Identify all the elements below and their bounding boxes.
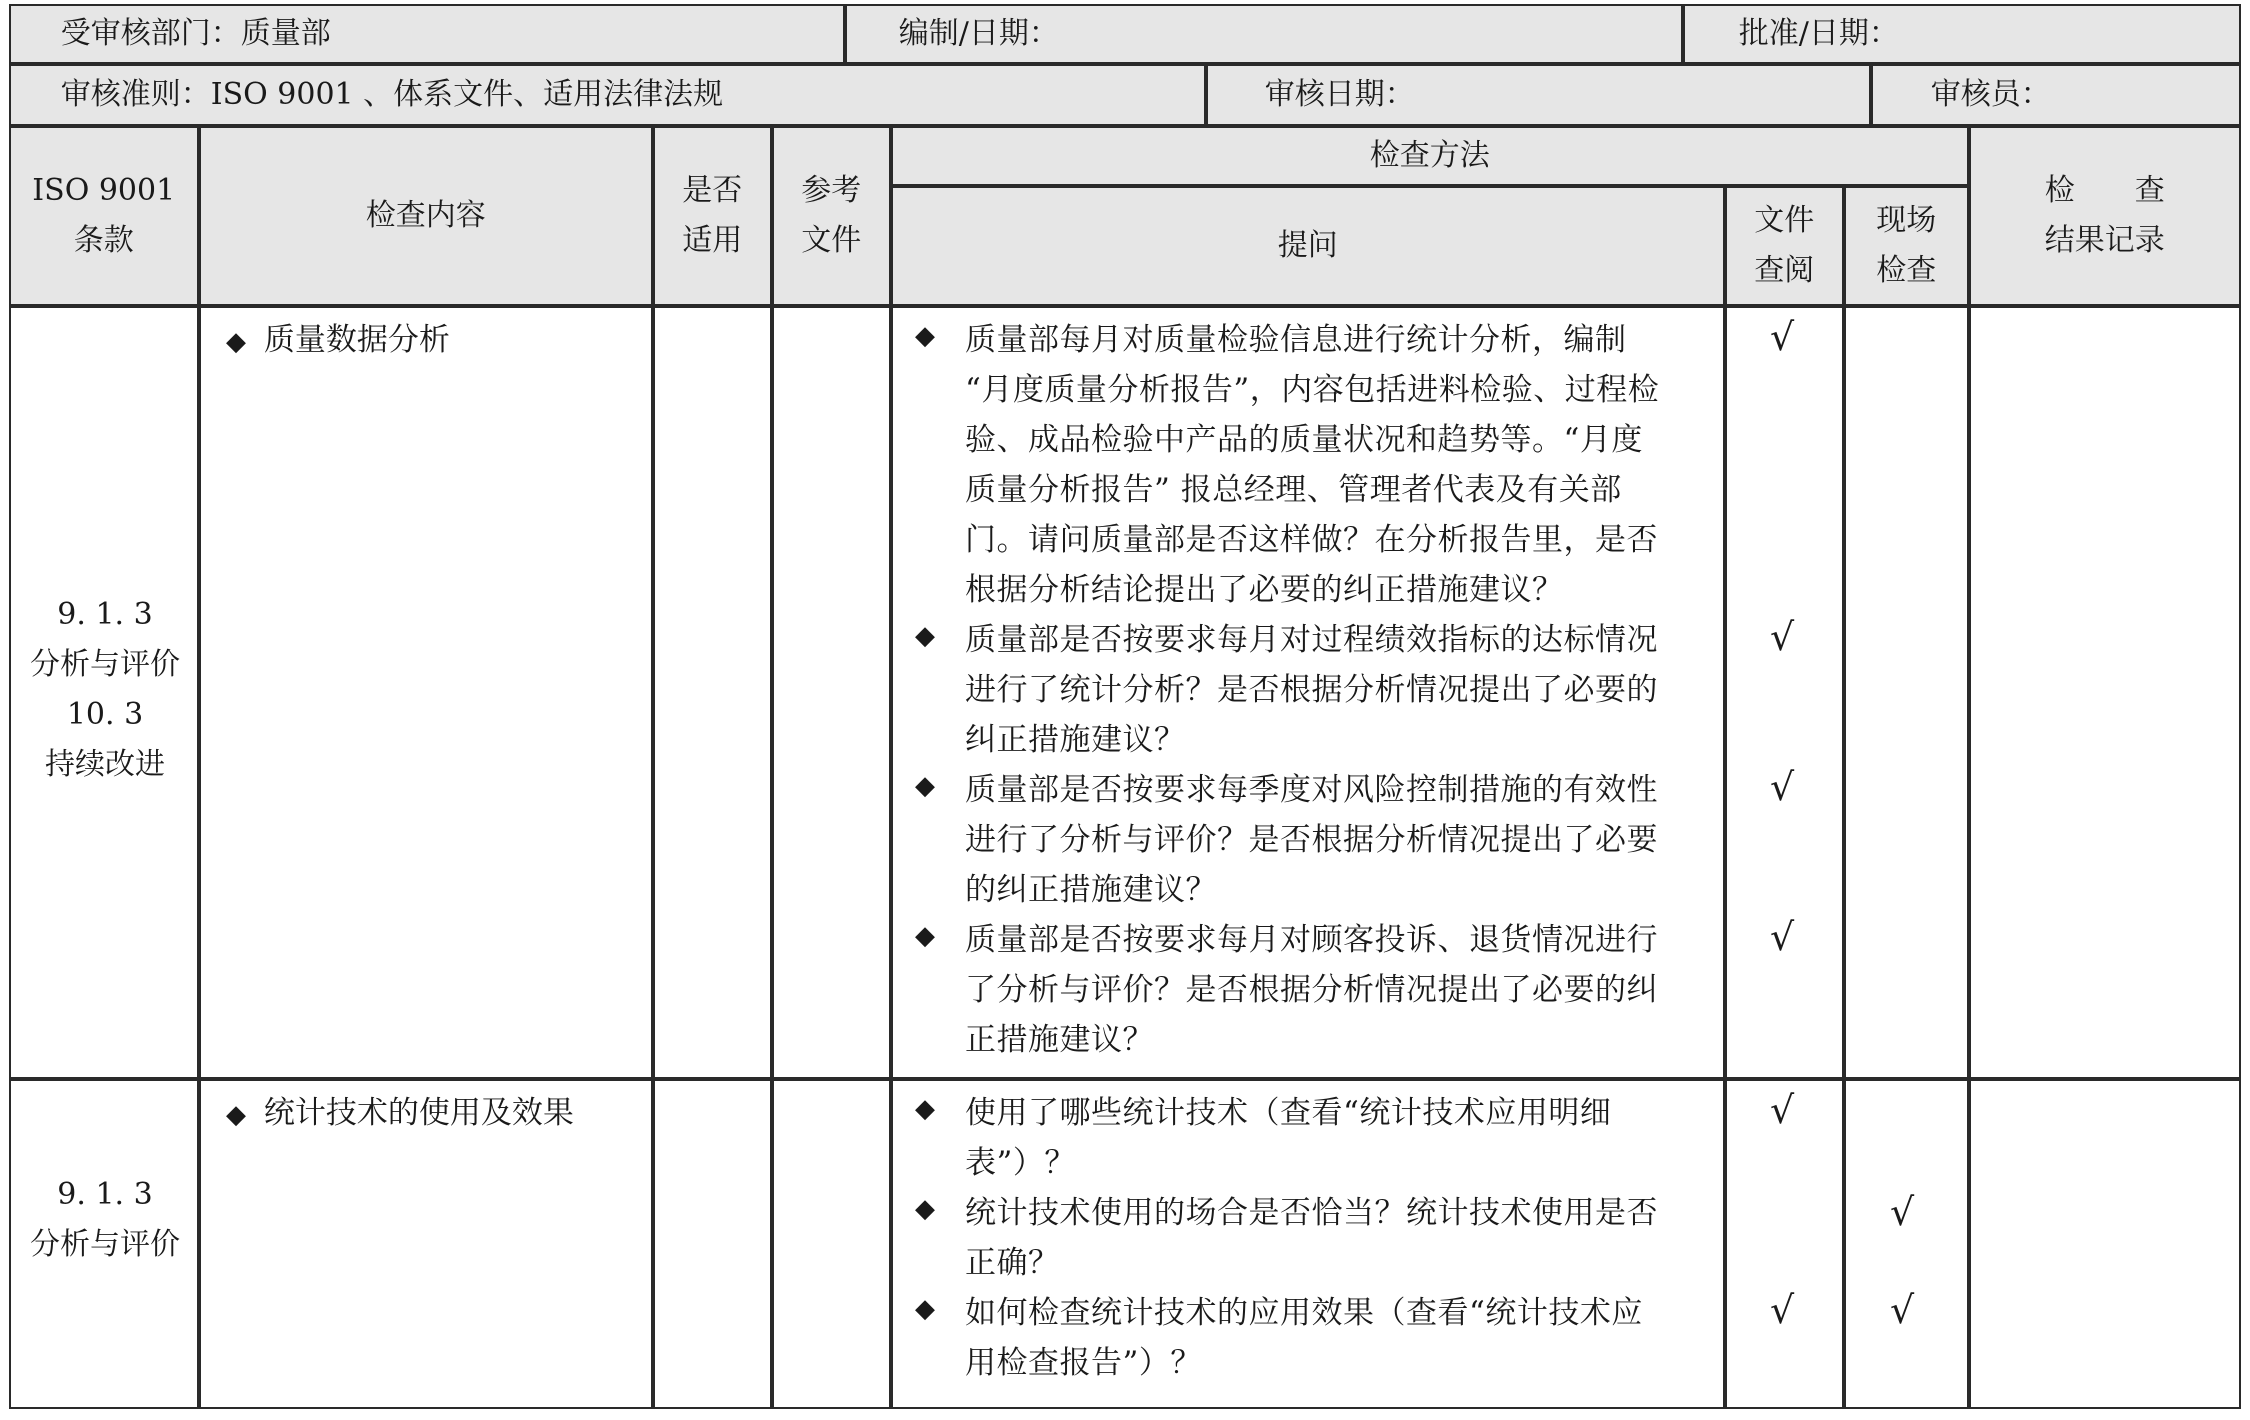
approved-date-label: 批准/日期： bbox=[1738, 15, 1899, 51]
row1-doc-check-3: √ bbox=[1770, 765, 1795, 809]
row1-clause-line: 持续改进 bbox=[45, 747, 165, 782]
row1-clause-line: 10. 3 bbox=[66, 697, 144, 732]
col-clause-line2: 条款 bbox=[73, 222, 134, 258]
col-method-header bbox=[891, 126, 1969, 186]
row2-doc-check-3: √ bbox=[1770, 1288, 1795, 1332]
question-line: 质量部是否按要求每月对顾客投诉、退货情况进行 bbox=[965, 922, 1658, 958]
question-line: 的纠正措施建议？ bbox=[965, 872, 1217, 908]
col-result-line1: 检 查 bbox=[2044, 172, 2165, 208]
row1-reference-cell bbox=[772, 306, 891, 1079]
audit-date-label: 审核日期： bbox=[1264, 76, 1415, 112]
row1-content-label: 质量数据分析 bbox=[263, 322, 450, 358]
row2-clause-text bbox=[10, 1170, 200, 1270]
col-reference-header bbox=[772, 126, 891, 306]
row1-doc-check-4: √ bbox=[1770, 915, 1795, 959]
question-line: 统计技术使用的场合是否恰当？统计技术使用是否 bbox=[965, 1195, 1658, 1231]
col-content-label: 检查内容 bbox=[365, 197, 486, 233]
bullet-diamond-icon: ◆ bbox=[226, 327, 246, 357]
row2-reference-cell bbox=[772, 1079, 891, 1409]
audited-department: 受审核部门：质量部 bbox=[60, 15, 331, 51]
question-line: 使用了哪些统计技术（查看“统计技术应用明细 bbox=[965, 1095, 1612, 1131]
row1-content-cell bbox=[199, 306, 653, 1079]
row1-doc-review-cell bbox=[1725, 306, 1844, 1079]
question-line: 如何检查统计技术的应用效果（查看“统计技术应 bbox=[965, 1295, 1643, 1331]
question-line: 质量部是否按要求每月对过程绩效指标的达标情况 bbox=[965, 622, 1658, 658]
header-auditor-cell bbox=[1871, 64, 2241, 126]
bullet-diamond-icon: ◆ bbox=[915, 1194, 935, 1224]
col-result-line2: 结果记录 bbox=[2044, 222, 2165, 258]
header-audit-date-cell bbox=[1206, 64, 1871, 126]
col-clause-line1: ISO 9001 bbox=[32, 172, 176, 208]
question-line: 正措施建议？ bbox=[965, 1022, 1154, 1058]
question-line: “月度质量分析报告”，内容包括进料检验、过程检 bbox=[965, 372, 1660, 408]
question-line: 验、成品检验中产品的质量状况和趋势等。“月度 bbox=[965, 422, 1643, 458]
bullet-diamond-icon: ◆ bbox=[915, 921, 935, 951]
row2-site-check-3: √ bbox=[1890, 1288, 1915, 1332]
row1-clause-line: 分析与评价 bbox=[30, 647, 180, 682]
row1-question-4 bbox=[965, 915, 1658, 1065]
row2-doc-check-1: √ bbox=[1770, 1088, 1795, 1132]
col-doc-review-line2: 查阅 bbox=[1754, 252, 1815, 288]
col-reference-line1: 参考 bbox=[801, 172, 862, 208]
header-dept-cell bbox=[9, 4, 845, 64]
bullet-diamond-icon: ◆ bbox=[915, 621, 935, 651]
col-method-label: 检查方法 bbox=[1369, 137, 1490, 173]
row2-site-check-cell bbox=[1844, 1079, 1969, 1409]
row2-content-label: 统计技术的使用及效果 bbox=[263, 1095, 574, 1131]
row2-site-check-2: √ bbox=[1890, 1190, 1915, 1234]
row1-question-3 bbox=[965, 765, 1658, 915]
col-doc-review-line1: 文件 bbox=[1754, 202, 1815, 238]
col-applicable-line2: 适用 bbox=[682, 222, 743, 258]
question-line: 正确？ bbox=[965, 1245, 1060, 1281]
row2-content-item bbox=[226, 1088, 574, 1140]
row1-site-check-cell bbox=[1844, 306, 1969, 1079]
question-line: 门。请问质量部是否这样做？在分析报告里，是否 bbox=[965, 522, 1658, 558]
header-approved-cell bbox=[1683, 4, 2241, 64]
col-site-check-line1: 现场 bbox=[1876, 202, 1937, 238]
row2-question-3 bbox=[965, 1288, 1643, 1388]
col-reference-line2: 文件 bbox=[801, 222, 862, 258]
header-criteria-cell bbox=[9, 64, 1206, 126]
question-line: 根据分析结论提出了必要的纠正措施建议？ bbox=[965, 572, 1564, 608]
row2-applicable-cell bbox=[653, 1079, 772, 1409]
question-line: 进行了分析与评价？是否根据分析情况提出了必要 bbox=[965, 822, 1658, 858]
col-site-check-line2: 检查 bbox=[1876, 252, 1937, 288]
prepared-date-label: 编制/日期： bbox=[898, 15, 1059, 51]
row2-result-cell bbox=[1969, 1079, 2241, 1409]
col-clause-header bbox=[9, 126, 199, 306]
question-line: 质量部每月对质量检验信息进行统计分析，编制 bbox=[965, 322, 1627, 358]
row1-question-2 bbox=[965, 615, 1658, 765]
row2-clause-line: 分析与评价 bbox=[30, 1227, 180, 1262]
col-applicable-header bbox=[653, 126, 772, 306]
col-doc-review-header bbox=[1725, 186, 1844, 306]
row1-applicable-cell bbox=[653, 306, 772, 1079]
bullet-diamond-icon: ◆ bbox=[915, 1294, 935, 1324]
row1-question-1 bbox=[965, 315, 1659, 615]
row1-doc-check-1: √ bbox=[1770, 315, 1795, 359]
question-line: 了分析与评价？是否根据分析情况提出了必要的纠 bbox=[965, 972, 1658, 1008]
row1-result-cell bbox=[1969, 306, 2241, 1079]
question-line: 表”）？ bbox=[965, 1145, 1076, 1181]
col-applicable-line1: 是否 bbox=[682, 172, 743, 208]
row1-clause-text bbox=[10, 590, 200, 790]
col-result-header bbox=[1969, 126, 2241, 306]
col-question-header bbox=[891, 186, 1725, 306]
question-line: 质量分析报告” 报总经理、管理者代表及有关部 bbox=[965, 472, 1622, 508]
question-line: 用检查报告”）？ bbox=[965, 1345, 1202, 1381]
col-question-label: 提问 bbox=[1277, 227, 1338, 263]
row1-clause-line: 9. 1. 3 bbox=[57, 597, 153, 632]
bullet-diamond-icon: ◆ bbox=[226, 1100, 246, 1130]
bullet-diamond-icon: ◆ bbox=[915, 1094, 935, 1124]
question-line: 质量部是否按要求每季度对风险控制措施的有效性 bbox=[965, 772, 1658, 808]
question-line: 纠正措施建议？ bbox=[965, 722, 1186, 758]
audit-checklist-table bbox=[10, 5, 2242, 1410]
col-content-header bbox=[199, 126, 653, 306]
bullet-diamond-icon: ◆ bbox=[915, 771, 935, 801]
row1-content-item bbox=[226, 315, 450, 367]
header-prepared-cell bbox=[845, 4, 1683, 64]
row1-doc-check-2: √ bbox=[1770, 615, 1795, 659]
row2-question-2 bbox=[965, 1188, 1658, 1288]
audit-criteria: 审核准则：ISO 9001 、体系文件、适用法律法规 bbox=[60, 76, 724, 112]
auditor-label: 审核员： bbox=[1930, 76, 2051, 112]
row2-clause-line: 9. 1. 3 bbox=[57, 1177, 153, 1212]
bullet-diamond-icon: ◆ bbox=[915, 321, 935, 351]
row2-question-1 bbox=[965, 1088, 1611, 1188]
col-site-check-header bbox=[1844, 186, 1969, 306]
question-line: 进行了统计分析？是否根据分析情况提出了必要的 bbox=[965, 672, 1658, 708]
